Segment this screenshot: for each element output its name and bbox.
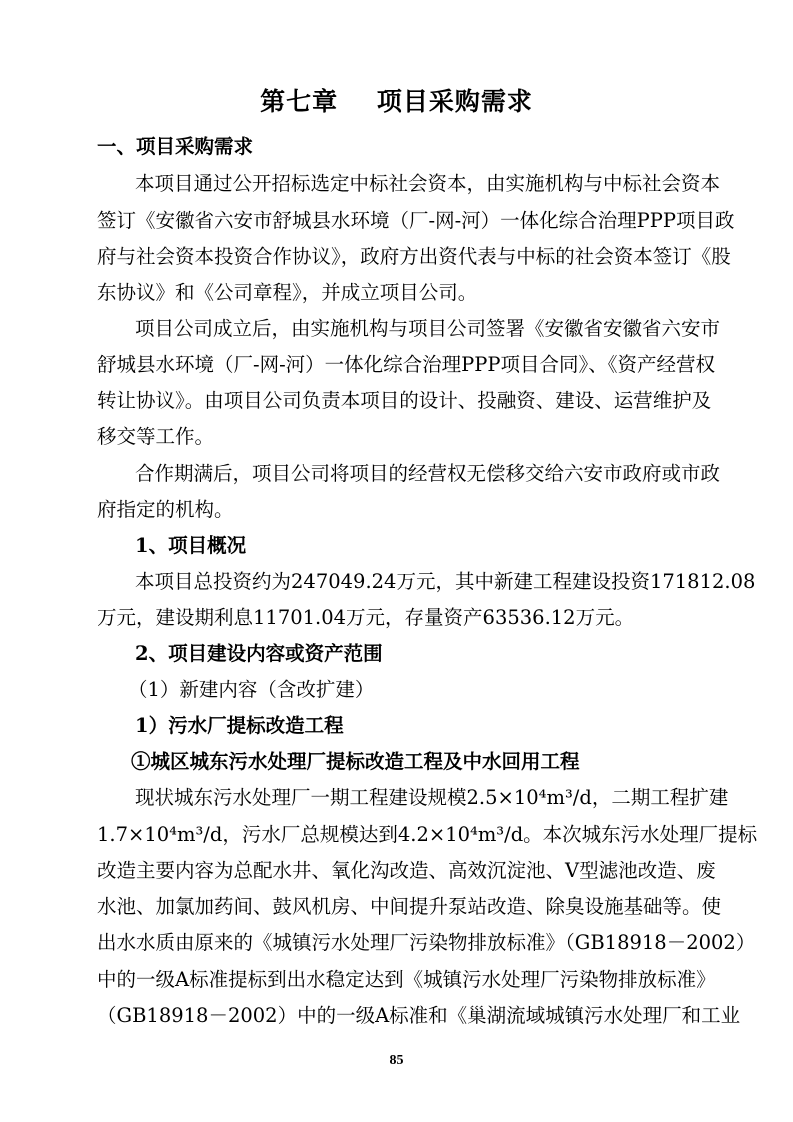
text-line: 改造主要内容为总配水井、氧化沟改造、高效沉淀池、V型滤池改造、废 bbox=[97, 859, 716, 882]
text-line: 本项目通过公开招标选定中标社会资本，由实施机构与中标社会资本 bbox=[135, 172, 721, 195]
section-heading: 一、项目采购需求 bbox=[97, 135, 254, 158]
text-line: 万元，建设期利息11701.04万元，存量资产63536.12万元。 bbox=[97, 606, 635, 629]
list-item-new-construction: （1）新建内容（含改扩建） bbox=[128, 678, 375, 701]
text-line: 项目公司成立后，由实施机构与项目公司签署《安徽省安徽省六安市 bbox=[135, 317, 721, 340]
text-line: 出水水质由原来的《城镇污水处理厂污染物排放标准》（GB18918－2002） bbox=[97, 931, 756, 954]
page-number: 85 bbox=[389, 1053, 404, 1068]
text-line: 东协议》和《公司章程》，并成立项目公司。 bbox=[97, 281, 478, 304]
list-item-east-plant: ①城区城东污水处理厂提标改造工程及中水回用工程 bbox=[131, 750, 580, 773]
subsection-heading-overview: 1、项目概况 bbox=[135, 534, 247, 557]
text-line: 府指定的机构。 bbox=[97, 498, 234, 521]
text-line: 本项目总投资约为247049.24万元，其中新建工程建设投资171812.08 bbox=[135, 570, 756, 593]
text-line: 府与社会资本投资合作协议》，政府方出资代表与中标的社会资本签订《股 bbox=[97, 245, 731, 268]
text-line: 1.7×10⁴m³/d，污水厂总规模达到4.2×10⁴m³/d。本次城东污水处理厂提标 bbox=[97, 823, 758, 846]
text-line: 现状城东污水处理厂一期工程建设规模2.5×10⁴m³/d，二期工程扩建 bbox=[135, 786, 729, 809]
text-line: 水池、加氯加药间、鼓风机房、中间提升泵站改造、除臭设施基础等。使 bbox=[97, 895, 722, 918]
text-line: 合作期满后，项目公司将项目的经营权无偿移交给六安市政府或市政 bbox=[135, 462, 721, 485]
text-line: 移交等工作。 bbox=[97, 425, 215, 448]
chapter-title: 第七章 项目采购需求 bbox=[260, 87, 533, 116]
text-line: （GB18918－2002）中的一级A标准和《巢湖流域城镇污水处理厂和工业 bbox=[97, 1004, 741, 1027]
text-line: 签订《安徽省六安市舒城县水环境（厂-网-河）一体化综合治理PPP项目政 bbox=[97, 209, 735, 232]
list-item-plant-upgrade: 1）污水厂提标改造工程 bbox=[135, 714, 344, 737]
text-line: 舒城县水环境（厂-网-河）一体化综合治理PPP项目合同》、《资产经营权 bbox=[97, 353, 716, 376]
text-line: 转让协议》。由项目公司负责本项目的设计、投融资、建设、运营维护及 bbox=[97, 389, 712, 412]
text-line: 中的一级A标准提标到出水稳定达到《城镇污水处理厂污染物排放标准》 bbox=[97, 968, 716, 991]
subsection-heading-scope: 2、项目建设内容或资产范围 bbox=[135, 642, 383, 665]
